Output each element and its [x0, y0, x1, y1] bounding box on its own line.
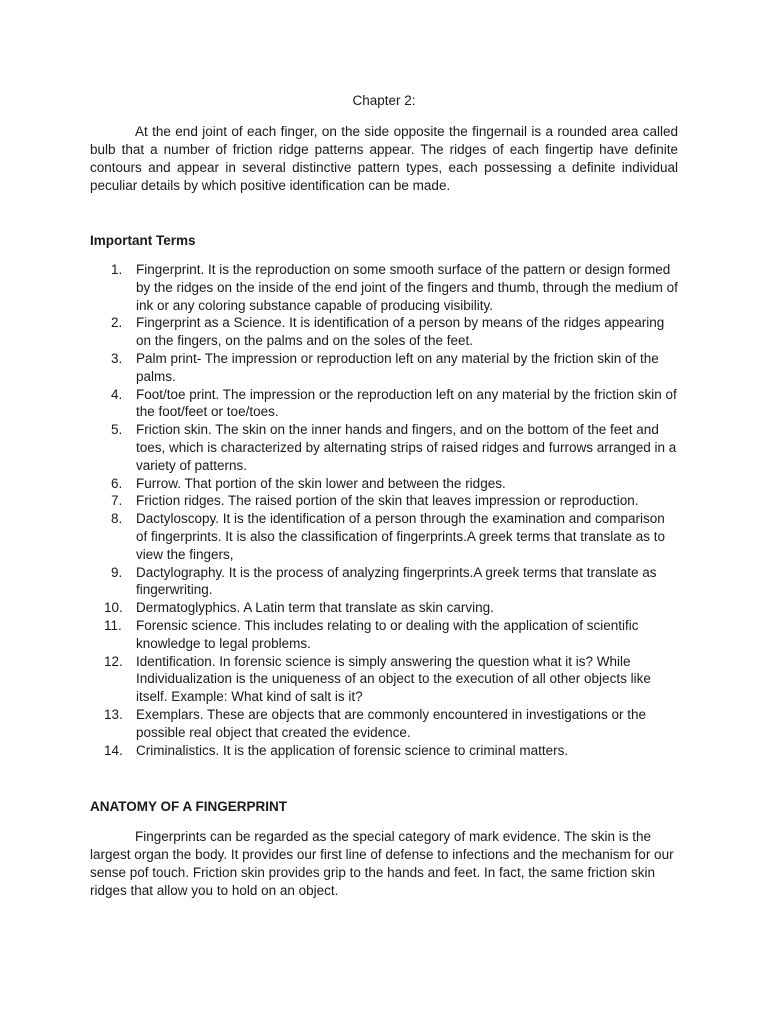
list-item	[90, 492, 678, 510]
list-item-number: 12.	[104, 653, 123, 669]
list-item-number: 8.	[111, 511, 123, 527]
list-item-text: Forensic science. This includes relating to or dealing with the application of scientific knowledge to legal problems.	[136, 617, 639, 651]
list-item	[90, 421, 678, 474]
list-item-number: 10.	[104, 600, 123, 616]
list-item-text: Exemplars. These are objects that are commonly encountered in investigations or the possible real object that created the evidence.	[136, 706, 647, 740]
list-item	[90, 386, 678, 422]
list-item-number: 2.	[111, 315, 123, 331]
list-item	[90, 475, 678, 493]
list-item	[90, 742, 678, 760]
list-item-text: Foot/toe print. The impression or the reproduction left on any material by the friction skin of the foot/feet or toe/toes.	[136, 386, 677, 420]
list-item-number: 5.	[111, 422, 123, 438]
list-item-text: Dermatoglyphics. A Latin term that translate as skin carving.	[136, 600, 494, 616]
list-item-text: Identification. In forensic science is simply answering the question what it is? While Individualization is the uniqueness of an object to the execution of all other objects like itself. Example: What kind of salt is it?	[136, 653, 651, 705]
list-item-text: Fingerprint as a Science. It is identification of a person by means of the ridges appearing on the fingers, on the palms and on the soles of the feet.	[136, 315, 665, 349]
list-item	[90, 350, 678, 386]
chapter-title: Chapter 2:	[352, 93, 416, 108]
anatomy-paragraph: Fingerprints can be regarded as the special category of mark evidence. The skin is the largest organ the body. It provides our first line of defense to infections and the mechanism for our sense pof touch. Friction skin provides grip to the hands and feet. In fact, the same friction skin ridges that allow you to hold on an object.	[90, 829, 674, 898]
list-item-number: 7.	[111, 493, 123, 509]
list-item	[90, 510, 678, 563]
list-item-number: 3.	[111, 350, 123, 366]
list-item	[90, 599, 678, 617]
anatomy-heading: ANATOMY OF A FINGERPRINT	[90, 799, 288, 815]
intro-paragraph: At the end joint of each finger, on the side opposite the fingernail is a rounded area called bulb that a number of friction ridge patterns appear. The ridges of each fingertip have definite contours and appear in several distinctive pattern types, each possessing a definite individual peculiar details by which positive identification can be made.	[90, 124, 678, 193]
list-item-number: 14.	[104, 742, 123, 758]
list-item-text: Friction ridges. The raised portion of the skin that leaves impression or reproduction.	[136, 493, 639, 509]
list-item	[90, 564, 678, 600]
list-item-text: Dactyloscopy. It is the identification of a person through the examination and comparison of fingerprints. It is also the classification of fingerprints.A greek terms that translate as to view the fingers,	[136, 511, 665, 562]
list-item-text: Furrow. That portion of the skin lower and between the ridges.	[136, 475, 506, 491]
list-item-text: Fingerprint. It is the reproduction on some smooth surface of the pattern or design formed by the ridges on the inside of the end joint of the fingers and thumb, through the medium of ink or any coloring substance capable of producing visibility.	[136, 262, 678, 313]
list-item-text: Palm print- The impression or reproduction left on any material by the friction skin of the palms.	[136, 350, 659, 384]
terms-list	[90, 261, 678, 759]
list-item-text: Friction skin. The skin on the inner hands and fingers, and on the bottom of the feet and toes, which is characterized by alternating strips of raised ridges and furrows arranged in a variety of patterns.	[136, 422, 677, 473]
list-item	[90, 653, 678, 706]
list-item-number: 9.	[111, 564, 123, 580]
list-item-number: 13.	[104, 706, 123, 722]
list-item-number: 6.	[111, 475, 123, 491]
list-item-text: Dactylography. It is the process of analyzing fingerprints.A greek terms that translate as fingerwriting.	[136, 564, 657, 598]
important-terms-heading: Important Terms	[90, 233, 196, 248]
list-item-text: Criminalistics. It is the application of forensic science to criminal matters.	[136, 742, 569, 758]
list-item	[90, 617, 678, 653]
document-page	[90, 92, 678, 900]
list-item	[90, 706, 678, 742]
list-item-number: 4.	[111, 386, 123, 402]
list-item-number: 11.	[104, 617, 122, 633]
list-item	[90, 314, 678, 350]
list-item	[90, 261, 678, 314]
list-item-number: 1.	[111, 262, 123, 277]
